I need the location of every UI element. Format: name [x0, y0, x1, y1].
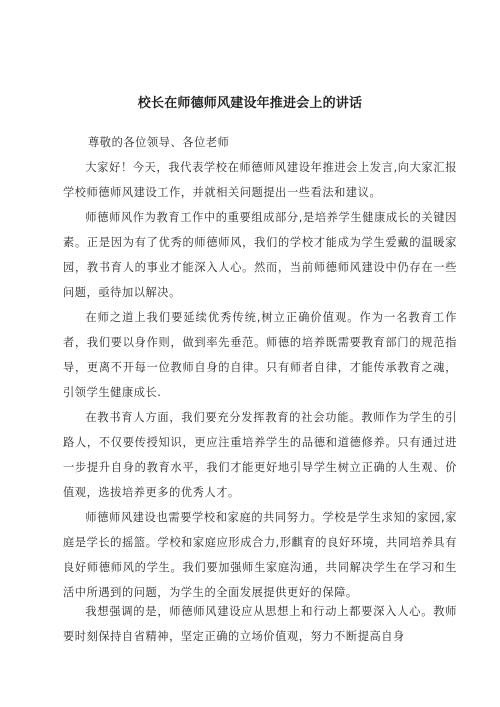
document-body-continued: [63, 599, 457, 649]
document-title: 校长在师德师风建设年推进会上的讲话: [137, 96, 363, 111]
document-body: [63, 155, 457, 605]
salutation: 尊敬的各位领导、各位老师: [88, 136, 230, 149]
paragraph-greeting: 大家好！今天，我代表学校在师德师风建设年推进会上发言,向大家汇报学校师德师风建设工作，并就相关问题提出一些看法和建议。: [63, 161, 457, 199]
paragraph-emphasis: 我想强调的是，师德师风建设应从思想上和行动上都要深入人心。教师要时刻保持自省精神，坚定正确的立场价值观，努力不断提高自身: [63, 605, 457, 643]
paragraph-importance: 师德师风作为教育工作中的重要组成部分,是培养学生健康成长的关键因素。正是因为有了优秀的师德师风，我们的学校才能成为学生爱戴的温暖家园，教书育人的事业才能深入人心。然而，当前师德师风建设中仍存在一些问题，亟待加以解决。: [63, 211, 457, 299]
paragraph-family: 师德师风建设也需要学校和家庭的共同努力。学校是学生求知的家园,家庭是学长的摇篮。学校和家庭应形成合力,形麒育的良好环境，共同培养具有良好师德师风的学生。我们要加强师生家庭沟通，共同解决学生在学习和生活中所遇到的问题，为学生的全面发展提供更好的保障。: [63, 511, 457, 599]
paragraph-tradition: 在师之道上我们要延续优秀传统,树立正确价值观。作为一名教育工作者，我们要以身作则，做到率先垂范。师德的培养既需要教育部门的规范指导，更离不开每一位教师自身的自律。只有师者自律，才能传承教育之魂，引领学生健康成长.: [63, 311, 457, 399]
paragraph-education: 在教书育人方面，我们要充分发挥教育的社会功能。教师作为学生的引路人，不仅要传授知识，更应注重培养学生的品德和道德修养。只有通过进一步提升自身的教育水平，我们才能更好地引导学生树立正确的人生观、价值观，选拔培养更多的优秀人才。: [63, 411, 457, 499]
